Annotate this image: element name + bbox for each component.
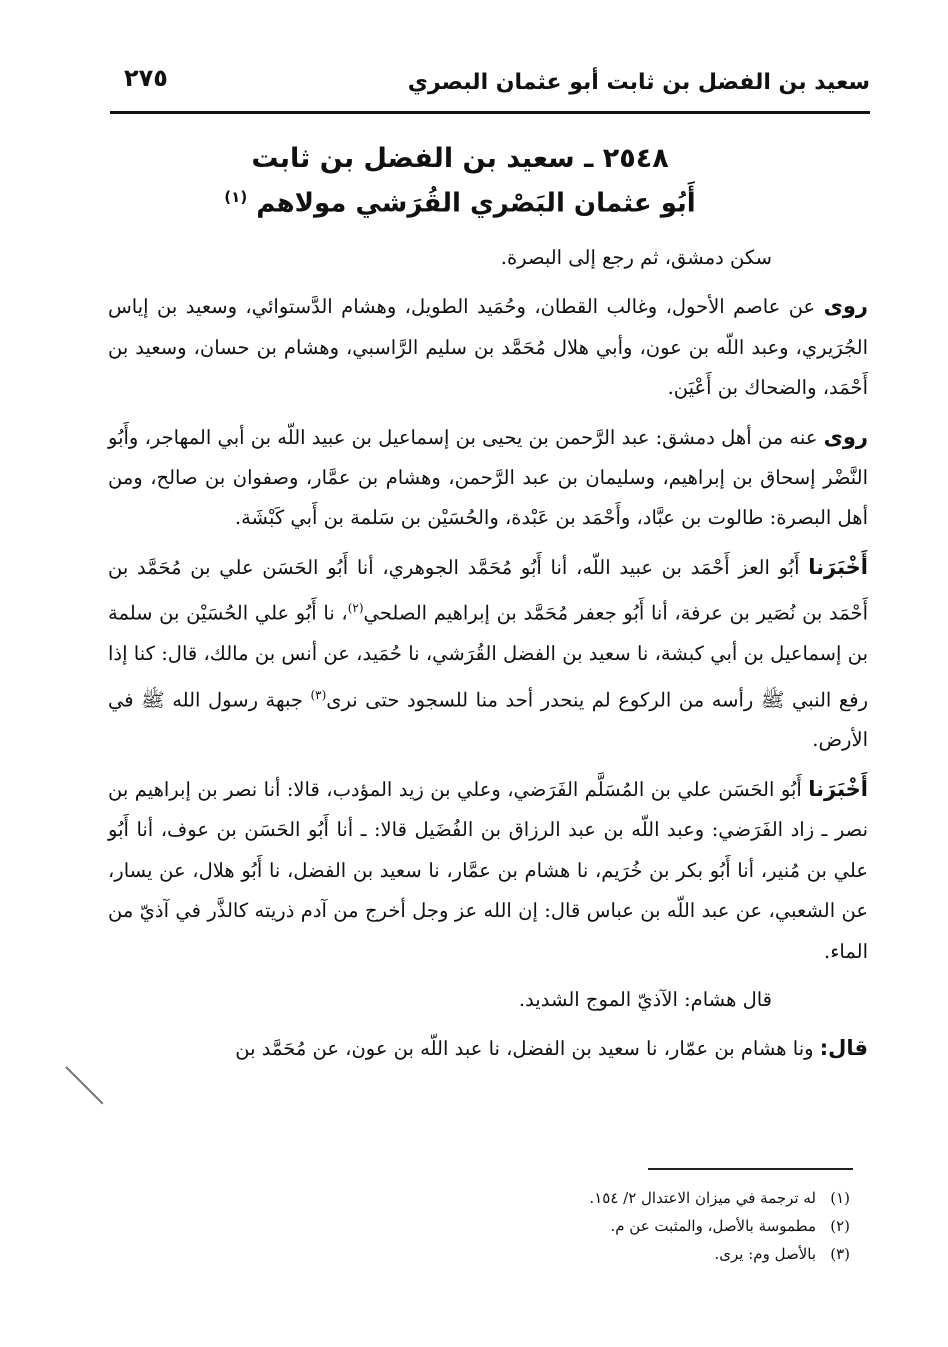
hadith-3-text: ونا هشام بن عمّار، نا سعيد بن الفضل، نا عبد اللّه بن عون، عن مُحَمَّد بن	[235, 1037, 820, 1061]
page-number: ٢٧٥	[124, 64, 168, 92]
footnote-text: مطموسة بالأصل، والمثبت عن م.	[610, 1217, 816, 1235]
footnote-text: له ترجمة في ميزان الاعتدال ٢/ ١٥٤.	[589, 1189, 816, 1207]
keyword-akhbarana: أَخْبَرَنا	[808, 554, 868, 579]
entry-title-line2-text: أَبُو عثمان البَصْري القُرَشي مولاهم	[256, 188, 696, 219]
paragraph-hadith-1	[108, 547, 868, 761]
footnote-rule	[648, 1168, 853, 1170]
page-header	[110, 62, 870, 114]
footnote-ref-2: (٢)	[347, 601, 364, 616]
footnotes	[430, 1184, 850, 1268]
entry-title	[120, 140, 800, 223]
keyword-rawa: روى	[823, 424, 868, 449]
hadith-1-text-a: أَبُو العز أَحْمَد بن عبيد اللّه، أنا أَبُو مُحَمَّد الجوهري، أنا أَبُو الحَسَن علي بن مُحَمَّد بن أَحْمَد بن نُصَير بن عرفة، أنا أَبُو جعفر مُحَمَّد بن إبراهيم الصلحي	[108, 555, 868, 625]
footnote-number: (٢)	[830, 1217, 850, 1235]
keyword-qala: قال:	[819, 1036, 868, 1061]
footnote-3	[430, 1240, 850, 1268]
paragraph-hadith-3	[108, 1028, 868, 1069]
keyword-rawa: روى	[823, 294, 868, 319]
hadith-2-text: أَبُو الحَسَن علي بن المُسَلَّم الفَرَضي، وعلي بن زيد المؤدب، قالا: أنا نصر بن إبراهيم بن نصر ـ زاد الفَرَضي: وعبد اللّه بن عبد الرزاق بن الفُضَيل قالا: ـ أنا أَبُو الحَسَن بن عوف، أنا أَبُو علي بن مُنير، أنا أَبُو بكر بن خُرَيم، نا هشام بن عمَّار، نا سعيد بن الفضل، نا أَبُو هلال، عن يسار، عن الشعبي، عن عبد اللّه بن عباس قال: إن الله عز وجل أخرج من آدم ذريته كالذَّر في آذيّ من الماء.	[108, 777, 868, 963]
paragraph-narrated-from-text: عن عاصم الأحول، وغالب القطان، وحُمَيد الطويل، وهشام الدَّستوائي، وسعيد بن إياس الجُرَيري، وعبد اللّه بن عون، وأبي هلال مُحَمَّد بن سليم الرَّاسبي، وهشام بن حسان، وسعيد بن أَحْمَد، والضحاك بن أَعْيَن.	[108, 295, 868, 400]
paragraph-narrated-by-text: عنه من أهل دمشق: عبد الرَّحمن بن يحيى بن إسماعيل بن عبيد اللّه بن أبي المهاجر، وأَبُو النَّضْر إسحاق بن إبراهيم، وسليمان بن عبد الرَّحمن، وهشام بن عمَّار، وصفوان بن صالح، ومن أهل البصرة: طالوت بن عبَّاد، وأَحْمَد بن عَبْدة، والحُسَيْن بن سَلمة بن أَبي كَبْشَة.	[108, 425, 868, 530]
hadith-1-text-b: ، نا أَبُو علي الحُسَيْن بن سلمة بن إسماعيل بن أبي كبشة، نا سعيد بن الفضل القُرَشي، نا حُمَيد، عن أنس بن مالك، قال: كنا إذا رفع النبي ﷺ رأسه من الركوع لم ينحدر أحد منا للسجود حتى نرى	[108, 601, 868, 712]
footnote-number: (١)	[830, 1189, 850, 1207]
paragraph-hadith-2	[108, 769, 868, 972]
body-text	[108, 238, 868, 1078]
footnote-1	[430, 1184, 850, 1212]
footnote-ref-3: (٣)	[310, 687, 327, 702]
footnote-ref-1: (١)	[224, 188, 248, 206]
paragraph-narrated-by	[108, 417, 868, 539]
header-rule	[110, 111, 870, 114]
paragraph-hisham-note: قال هشام: الآذيّ الموج الشديد.	[518, 987, 772, 1011]
keyword-akhbarana: أَخْبَرَنا	[808, 776, 868, 801]
footnote-2	[430, 1212, 850, 1240]
footnote-text: بالأصل وم: يرى.	[714, 1245, 816, 1263]
running-title: سعيد بن الفضل بن ثابت أبو عثمان البصري	[407, 70, 870, 95]
paragraph-residence: سكن دمشق، ثم رجع إلى البصرة.	[500, 246, 772, 269]
entry-title-line1: ٢٥٤٨ ـ سعيد بن الفضل بن ثابت	[251, 143, 669, 174]
stray-pen-mark	[65, 1066, 103, 1104]
footnote-number: (٣)	[830, 1245, 850, 1263]
hadith-1-text-c: جبهة رسول الله ﷺ في الأرض.	[108, 688, 868, 752]
paragraph-narrated-from	[108, 286, 868, 408]
entry-title-line2	[120, 178, 800, 223]
